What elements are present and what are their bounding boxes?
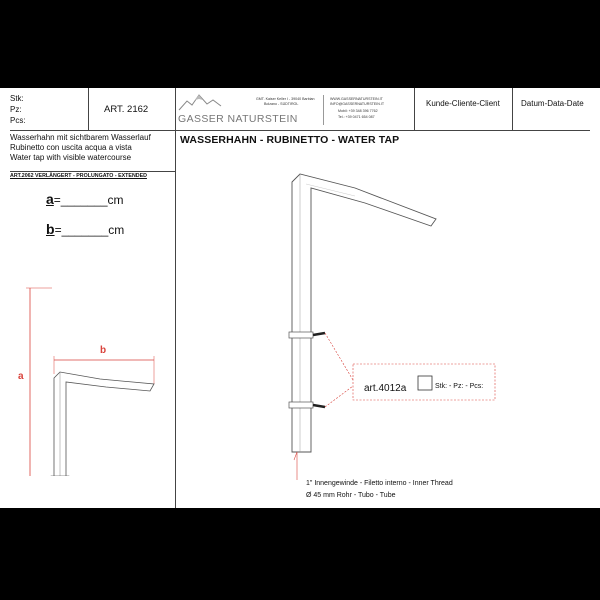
art-quantity-label: Stk: - Pz: - Pcs: xyxy=(435,383,484,390)
company-address-2: Bolzano - SÜDTIROL xyxy=(264,102,299,106)
small-tap-drawing xyxy=(0,176,175,476)
drawing-title: WASSERHAHN - RUBINETTO - WATER TAP xyxy=(180,134,400,146)
thread-spec: 1" Innengewinde - Filetto interno - Inner Thread xyxy=(306,480,453,487)
description-it: Rubinetto con uscita acqua a vista xyxy=(10,143,132,152)
company-address-1: GMT. Kaiser Keller I - 39040 Barbian xyxy=(256,97,315,101)
company-website: WWW.GASSERNATURSTEIN.IT xyxy=(330,97,383,101)
dimension-b-field[interactable]: =_______cm xyxy=(54,223,125,237)
divider xyxy=(88,88,89,130)
company-phone: Tel.: +39 0471 654 087 xyxy=(338,115,375,119)
description-en: Water tap with visible watercourse xyxy=(10,153,132,162)
drawing-a-label: a xyxy=(18,371,24,382)
datasheet xyxy=(0,88,600,508)
divider xyxy=(10,171,175,172)
pz-label: Pz: xyxy=(10,105,22,114)
dimension-b-label: b xyxy=(46,221,55,237)
stk-label: Stk: xyxy=(10,94,24,103)
tube-spec: Ø 45 mm Rohr - Tubo - Tube xyxy=(306,492,396,499)
company-logo-text: GASSER NATURSTEIN xyxy=(178,113,298,125)
main-tap-drawing xyxy=(175,88,595,508)
variant-label: ART.2062 VERLÄNGERT - PROLUNGATO - EXTENDED xyxy=(10,173,147,179)
company-mobile: Mobil: +39 348 396 7762 xyxy=(338,109,378,113)
dimension-a-label: a xyxy=(46,191,54,207)
art-reference: art.4012a xyxy=(364,383,407,394)
dimension-a-field[interactable]: =_______cm xyxy=(53,193,124,207)
drawing-b-label: b xyxy=(100,345,107,356)
date-label: Datum-Data-Date xyxy=(521,99,584,108)
description-de: Wasserhahn mit sichtbarem Wasserlauf xyxy=(10,133,151,142)
pcs-label: Pcs: xyxy=(10,116,26,125)
client-label: Kunde-Cliente-Client xyxy=(426,99,500,108)
article-number: ART. 2162 xyxy=(104,104,149,115)
company-email: INFO@GASSERNATURSTEIN.IT xyxy=(330,102,385,106)
